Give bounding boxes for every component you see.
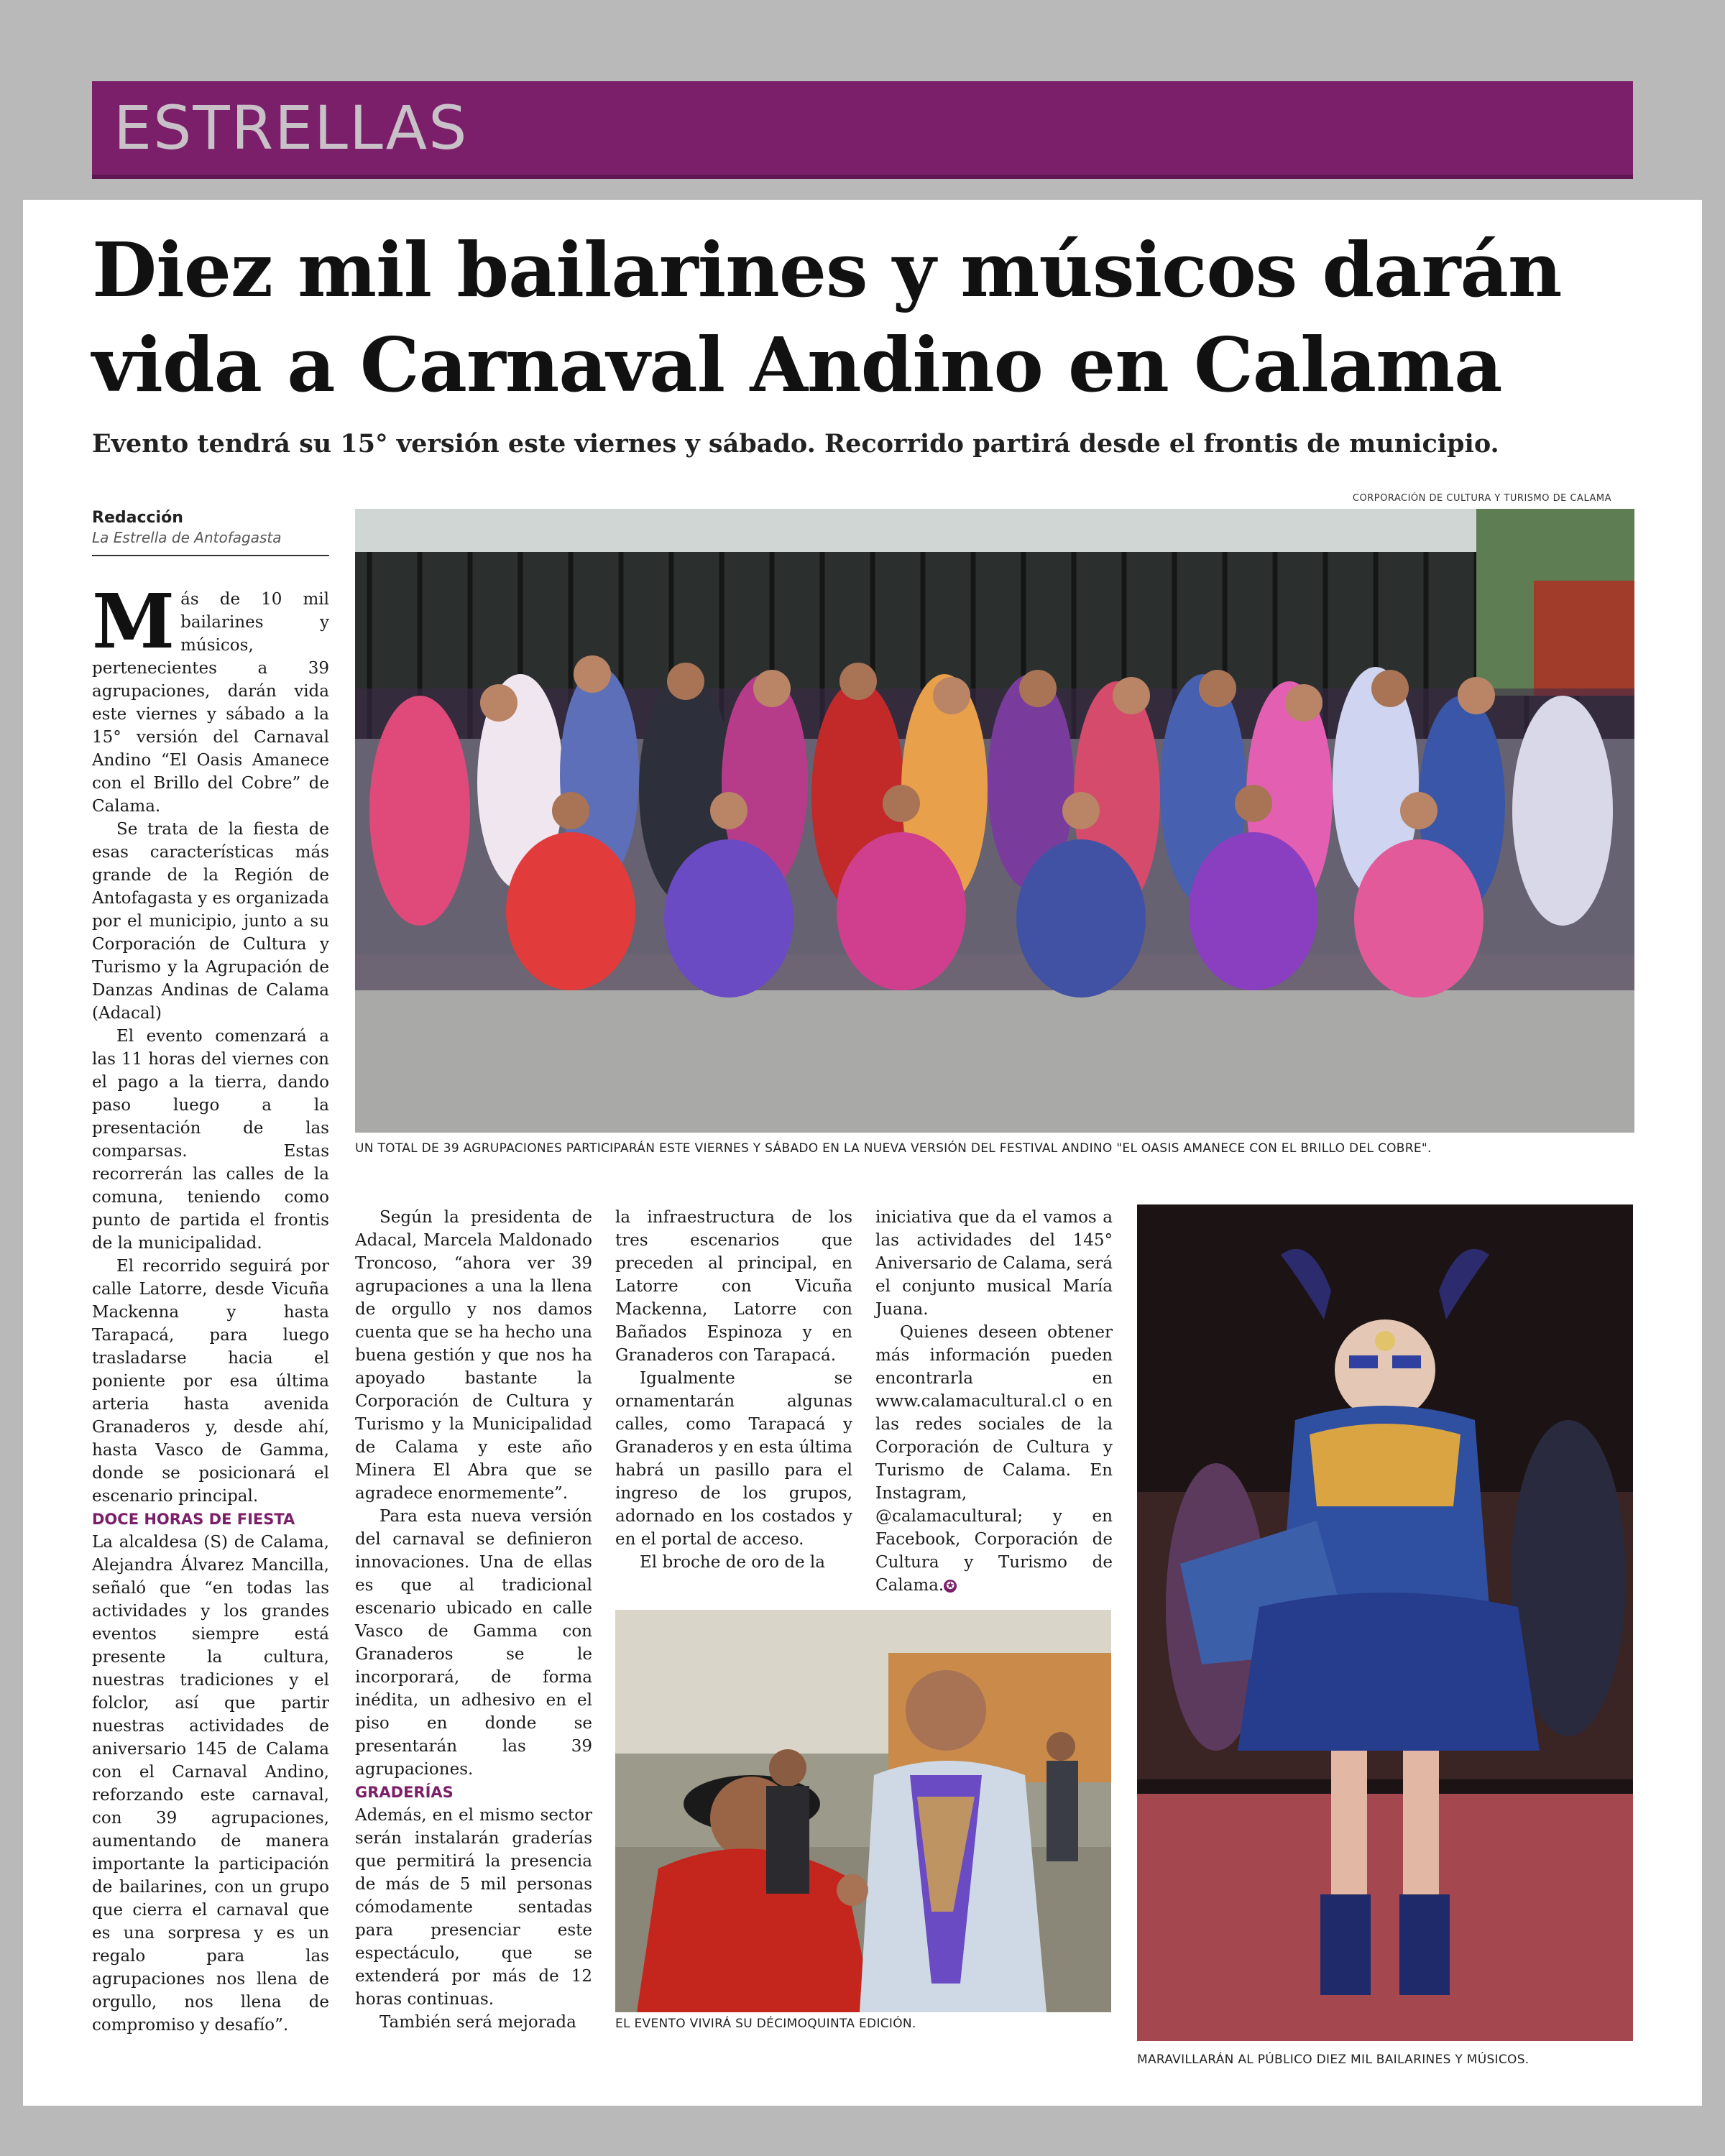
main-group-photo xyxy=(355,509,1634,1133)
section-banner xyxy=(92,81,1633,179)
body-text: Quienes deseen obtener más información pueden encontrarla en www.calamacultural.cl o en las redes sociales de la Corporación de Cultura y Turismo de Calama. En Instagram, @calamacultural; y en Facebook, Corporación de Cultura y Turismo de Calama. xyxy=(875,1323,1113,1595)
body-paragraph: También será mejorada xyxy=(380,2013,576,2032)
byline-name: Redacción xyxy=(92,509,183,527)
body-paragraph: Igualmente se ornamentarán algunas calles, como Tarapacá y Granaderos y en esta última habrá un pasillo para el ingreso de los grupos, adornado en los costados y en el portal de acceso. xyxy=(615,1369,852,1549)
drop-cap: M xyxy=(92,577,175,665)
body-paragraph: la infraestructura de los tres escenarios que preceden al principal, en Latorre con Vicuña Mackenna, Latorre con Bañados Espinoza y en Granaderos con Tarapacá. xyxy=(615,1208,852,1365)
handshake-photo-caption: EL EVENTO VIVIRÁ SU DÉCIMOQUINTA EDICIÓN. xyxy=(615,2017,916,2031)
body-paragraph: El recorrido seguirá por calle Latorre, desde Vicuña Mackenna y hasta Tarapacá, para luego trasladarse hacia el poniente por esa última arteria hasta avenida Granaderos y, desde ahí, hasta Vasco de Gamma, donde se posicionará el escenario principal. xyxy=(92,1257,329,1506)
article-column-3 xyxy=(615,1206,852,1574)
handshake-photo xyxy=(615,1610,1111,2012)
dancer-photo-caption: MARAVILLARÁN AL PÚBLICO DIEZ MIL BAILARINES Y MÚSICOS. xyxy=(1137,2053,1530,2067)
byline-publication: La Estrella de Antofagasta xyxy=(92,529,282,546)
article-column-4 xyxy=(875,1206,1113,1597)
body-paragraph: La alcaldesa (S) de Calama, Alejandra Álvarez Mancilla, señaló que “en todas las actividades y los grandes eventos siempre está presente la cultura, nuestras tradiciones y el folclor, así que partir nuestras actividades de aniversario 145 de Calama con el Carnaval Andino, reforzando este carnaval, con 39 agrupaciones, aumentando de manera importante la participación de bailarines, con un grupo que cierra el carnaval que es una sorpresa y es un regalo para las agrupaciones nos llena de orgullo, nos llena de compromiso y desafío”. xyxy=(92,1533,329,2035)
photo-credit: CORPORACIÓN DE CULTURA Y TURISMO DE CALAMA xyxy=(1352,493,1611,504)
body-paragraph: Para esta nueva versión del carnaval se definieron innovaciones. Una de ellas es que al tradicional escenario ubicado en calle Vasco de Gamma con Granaderos se le incorporará, de forma inédita, un adhesivo en el piso en donde se presentarán las 39 agrupaciones. xyxy=(355,1507,592,1779)
lead-text: ás de 10 mil bailarines y músicos, pertenecientes a 39 agrupaciones, darán vida este viernes y sábado a la 15° versión del Carnaval Andino “El Oasis Amanece con el Brillo del Cobre” de Calama. xyxy=(92,590,329,816)
body-paragraph: iniciativa que da el vamos a las actividades del 145° Aniversario de Calama, será el conjunto musical María Juana. xyxy=(875,1208,1113,1319)
byline-divider xyxy=(92,555,329,556)
section-subtitle: GRADERÍAS xyxy=(355,1784,454,1801)
body-paragraph: Según la presidenta de Adacal, Marcela Maldonado Troncoso, “ahora ver 39 agrupaciones a una la llena de orgullo y nos damos cuenta que se ha hecho una buena gestión y que nos ha apoyado bastante la Corporación de Cultura y Turismo y la Municipalidad de Calama y este año Minera El Abra que se agradece enormemente”. xyxy=(355,1208,592,1503)
body-paragraph xyxy=(875,1321,1113,1597)
body-paragraph: El evento comenzará a las 11 horas del viernes con el pago a la tierra, dando paso luego a la presentación de las comparsas. Estas recorrerán las calles de la comuna, teniendo como punto de partida el frontis de la municipalidad. xyxy=(92,1027,329,1253)
newspaper-page xyxy=(23,200,1702,2106)
main-photo-caption: UN TOTAL DE 39 AGRUPACIONES PARTICIPARÁN ESTE VIERNES Y SÁBADO EN LA NUEVA VERSIÓN DEL FESTIVAL ANDINO "EL OASIS AMANECE CON EL BRILLO DEL COBRE". xyxy=(355,1141,1432,1156)
end-of-article-icon: ✪ xyxy=(944,1580,957,1593)
headline: Diez mil bailarines y músicos darán vida a Carnaval Andino en Calama xyxy=(92,226,1562,409)
lead-paragraph xyxy=(92,577,329,818)
section-label: ESTRELLAS xyxy=(114,93,469,163)
body-paragraph: Además, en el mismo sector serán instalarán graderías que permitirá la presencia de más de 5 mil personas cómodamente sentadas para presenciar este espectáculo, que se extenderá por más de 12 horas continuas. xyxy=(355,1806,592,2009)
body-paragraph: Se trata de la fiesta de esas características más grande de la Región de Antofagasta y es organizada por el municipio, junto a su Corporación de Cultura y Turismo y la Agrupación de Danzas Andinas de Calama (Adacal) xyxy=(92,820,329,1023)
subhead: Evento tendrá su 15° versión este viernes y sábado. Recorrido partirá desde el frontis de municipio. xyxy=(92,429,1499,459)
section-subtitle: DOCE HORAS DE FIESTA xyxy=(92,1511,295,1528)
body-paragraph: El broche de oro de la xyxy=(640,1553,825,1572)
dancer-photo xyxy=(1137,1204,1633,2041)
article-column-2 xyxy=(355,1206,592,2034)
article-column-1 xyxy=(92,577,329,2037)
